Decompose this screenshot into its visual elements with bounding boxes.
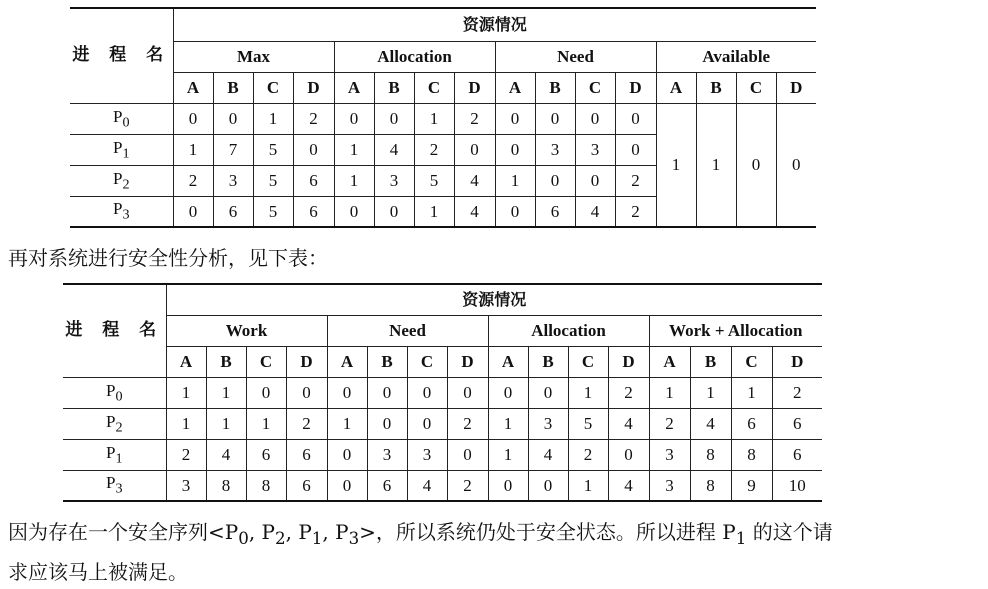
cell: 3 xyxy=(374,165,414,196)
cell: 0 xyxy=(495,134,535,165)
col-d: D xyxy=(776,72,816,103)
conclusion-text-line2: 求应该马上被满足。 xyxy=(8,560,188,584)
col-c: C xyxy=(253,72,293,103)
cell: 1 xyxy=(173,134,213,165)
process-cell: $P_1$ xyxy=(70,134,173,165)
cell: 6 xyxy=(367,470,407,501)
cell: 1 xyxy=(166,408,206,439)
cell: 8 xyxy=(690,439,731,470)
col-d: D xyxy=(286,346,327,377)
available-a: 1 xyxy=(656,103,696,227)
group-work-plus-allocation-header: Work + Allocation xyxy=(649,315,822,346)
col-b: B xyxy=(367,346,407,377)
cell: 3 xyxy=(535,134,575,165)
process-cell: $P_2$ xyxy=(70,165,173,196)
col-b: B xyxy=(206,346,246,377)
col-a: A xyxy=(656,72,696,103)
col-a: A xyxy=(649,346,690,377)
col-a: A xyxy=(173,72,213,103)
col-a: A xyxy=(495,72,535,103)
col-c: C xyxy=(568,346,608,377)
cell: 1 xyxy=(246,408,286,439)
col-c: C xyxy=(736,72,776,103)
cell: 4 xyxy=(690,408,731,439)
cell: 4 xyxy=(206,439,246,470)
cell: 1 xyxy=(327,408,367,439)
cell: 6 xyxy=(246,439,286,470)
cell: 0 xyxy=(213,103,253,134)
cell: 4 xyxy=(374,134,414,165)
cell: 2 xyxy=(649,408,690,439)
group-work-header: Work xyxy=(166,315,327,346)
cell: 1 xyxy=(414,196,454,227)
process-cell: $P_0$ xyxy=(70,103,173,134)
col-d: D xyxy=(615,72,656,103)
cell: 8 xyxy=(690,470,731,501)
cell: 1 xyxy=(488,439,528,470)
cell: 1 xyxy=(568,377,608,408)
group-max-header: Max xyxy=(173,41,334,72)
cell: 2 xyxy=(447,470,488,501)
cell: 8 xyxy=(731,439,772,470)
cell: 1 xyxy=(334,134,374,165)
cell: 0 xyxy=(334,196,374,227)
cell: 2 xyxy=(293,103,334,134)
cell: 0 xyxy=(367,377,407,408)
cell: 6 xyxy=(293,196,334,227)
col-b: B xyxy=(213,72,253,103)
cell: 1 xyxy=(253,103,293,134)
cell: 0 xyxy=(173,103,213,134)
cell: 0 xyxy=(407,377,447,408)
cell: 3 xyxy=(649,470,690,501)
cell: 0 xyxy=(488,470,528,501)
cell: 0 xyxy=(327,470,367,501)
cell: 0 xyxy=(286,377,327,408)
cell: 2 xyxy=(173,165,213,196)
cell: 4 xyxy=(608,408,649,439)
cell: 0 xyxy=(615,103,656,134)
cell: 0 xyxy=(535,103,575,134)
cell: 0 xyxy=(495,103,535,134)
cell: 5 xyxy=(253,165,293,196)
cell: 6 xyxy=(772,439,822,470)
cell: 3 xyxy=(528,408,568,439)
group-allocation-header: Allocation xyxy=(488,315,649,346)
cell: 1 xyxy=(488,408,528,439)
cell: 3 xyxy=(407,439,447,470)
cell: 0 xyxy=(293,134,334,165)
process-name-header: 进 程 名 xyxy=(70,8,173,103)
group-need-header: Need xyxy=(327,315,488,346)
process-cell: $P_2$ xyxy=(63,408,166,439)
cell: 0 xyxy=(367,408,407,439)
cell: 10 xyxy=(772,470,822,501)
group-allocation-header: Allocation xyxy=(334,41,495,72)
cell: 3 xyxy=(649,439,690,470)
cell: 4 xyxy=(528,439,568,470)
cell: 0 xyxy=(447,439,488,470)
cell: 0 xyxy=(528,470,568,501)
cell: 1 xyxy=(495,165,535,196)
group-need-header: Need xyxy=(495,41,656,72)
cell: 0 xyxy=(454,134,495,165)
table-row xyxy=(63,439,822,470)
col-d: D xyxy=(772,346,822,377)
process-cell: $P_0$ xyxy=(63,377,166,408)
cell: 1 xyxy=(649,377,690,408)
cell: 6 xyxy=(286,439,327,470)
cell: 4 xyxy=(575,196,615,227)
cell: 2 xyxy=(447,408,488,439)
cell: 6 xyxy=(535,196,575,227)
cell: 5 xyxy=(253,134,293,165)
cell: 1 xyxy=(731,377,772,408)
cell: 0 xyxy=(374,196,414,227)
cell: 0 xyxy=(407,408,447,439)
cell: 2 xyxy=(568,439,608,470)
cell: 0 xyxy=(528,377,568,408)
col-b: B xyxy=(696,72,736,103)
table-row xyxy=(63,408,822,439)
cell: 9 xyxy=(731,470,772,501)
cell: 0 xyxy=(615,134,656,165)
cell: 1 xyxy=(206,377,246,408)
cell: 6 xyxy=(293,165,334,196)
cell: 4 xyxy=(407,470,447,501)
col-b: B xyxy=(374,72,414,103)
cell: 6 xyxy=(286,470,327,501)
col-a: A xyxy=(488,346,528,377)
cell: 0 xyxy=(495,196,535,227)
safety-analysis-table xyxy=(63,283,822,502)
process-name-header: 进 程 名 xyxy=(63,284,166,377)
cell: 1 xyxy=(568,470,608,501)
available-b: 1 xyxy=(696,103,736,227)
cell: 8 xyxy=(206,470,246,501)
process-cell: $P_1$ xyxy=(63,439,166,470)
col-c: C xyxy=(731,346,772,377)
col-b: B xyxy=(535,72,575,103)
resource-status-header: 资源情况 xyxy=(173,8,816,41)
cell: 3 xyxy=(367,439,407,470)
cell: 0 xyxy=(327,439,367,470)
cell: 5 xyxy=(414,165,454,196)
cell: 2 xyxy=(454,103,495,134)
cell: 2 xyxy=(414,134,454,165)
group-available-header: Available xyxy=(656,41,816,72)
col-c: C xyxy=(414,72,454,103)
cell: 0 xyxy=(575,103,615,134)
cell: 2 xyxy=(772,377,822,408)
cell: 4 xyxy=(608,470,649,501)
resource-status-header: 资源情况 xyxy=(166,284,822,315)
cell: 1 xyxy=(334,165,374,196)
col-d: D xyxy=(293,72,334,103)
cell: 6 xyxy=(213,196,253,227)
cell: 0 xyxy=(334,103,374,134)
col-d: D xyxy=(447,346,488,377)
col-d: D xyxy=(608,346,649,377)
col-a: A xyxy=(327,346,367,377)
conclusion-text-line1: 因为存在一个安全序列$<P_0$, $P_2$, $P_1$, $P_3>$，所以系统仍处于安全状态。所以进程 $P_1$ 的这个请 xyxy=(8,520,833,548)
cell: 3 xyxy=(213,165,253,196)
cell: 7 xyxy=(213,134,253,165)
cell: 2 xyxy=(166,439,206,470)
col-c: C xyxy=(407,346,447,377)
cell: 0 xyxy=(327,377,367,408)
cell: 1 xyxy=(414,103,454,134)
cell: 0 xyxy=(447,377,488,408)
available-d: 0 xyxy=(776,103,816,227)
col-d: D xyxy=(454,72,495,103)
cell: 0 xyxy=(535,165,575,196)
process-cell: $P_3$ xyxy=(63,470,166,501)
col-c: C xyxy=(575,72,615,103)
table-row xyxy=(63,377,822,408)
cell: 3 xyxy=(166,470,206,501)
cell: 0 xyxy=(173,196,213,227)
col-c: C xyxy=(246,346,286,377)
cell: 5 xyxy=(253,196,293,227)
col-a: A xyxy=(334,72,374,103)
cell: 2 xyxy=(615,165,656,196)
cell: 4 xyxy=(454,196,495,227)
cell: 0 xyxy=(488,377,528,408)
cell: 4 xyxy=(454,165,495,196)
cell: 5 xyxy=(568,408,608,439)
cell: 0 xyxy=(374,103,414,134)
cell: 2 xyxy=(608,377,649,408)
process-cell: $P_3$ xyxy=(70,196,173,227)
cell: 2 xyxy=(615,196,656,227)
analysis-intro-text: 再对系统进行安全性分析，见下表： xyxy=(8,246,328,270)
col-a: A xyxy=(166,346,206,377)
cell: 2 xyxy=(286,408,327,439)
cell: 3 xyxy=(575,134,615,165)
table-row xyxy=(70,103,816,134)
available-c: 0 xyxy=(736,103,776,227)
cell: 1 xyxy=(690,377,731,408)
cell: 1 xyxy=(166,377,206,408)
cell: 6 xyxy=(731,408,772,439)
col-b: B xyxy=(528,346,568,377)
cell: 8 xyxy=(246,470,286,501)
cell: 0 xyxy=(575,165,615,196)
cell: 1 xyxy=(206,408,246,439)
col-b: B xyxy=(690,346,731,377)
resource-table-initial xyxy=(70,7,816,228)
table-row xyxy=(63,470,822,501)
cell: 0 xyxy=(246,377,286,408)
cell: 0 xyxy=(608,439,649,470)
cell: 6 xyxy=(772,408,822,439)
